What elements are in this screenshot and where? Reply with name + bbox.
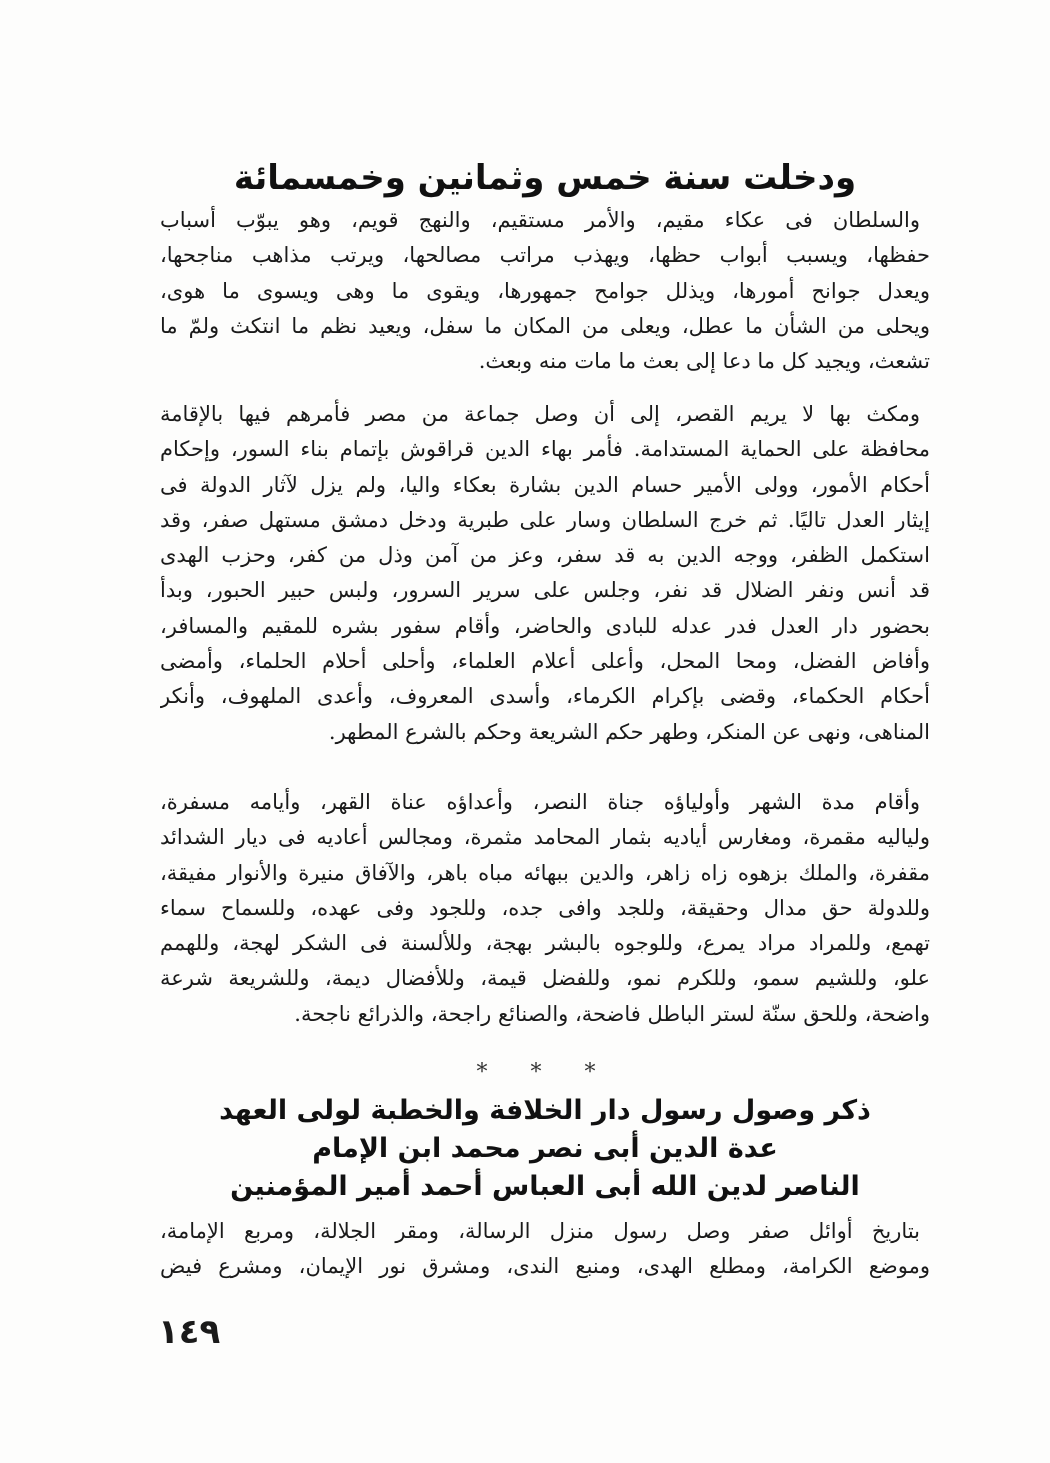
paragraph-3 <box>160 785 930 1032</box>
text-line: المناهى، ونهى عن المنكر، وطهر حكم الشريعة وحكم بالشرع المطهر. <box>328 719 930 744</box>
text-line: ويحلى من الشأن ما عطل، ويعلى من المكان ما سفل، ويعيد نظم ما انتكث ولمّ ما <box>160 313 930 338</box>
text-line: وأقام مدة الشهر وأولياؤه جناة النصر، وأعداؤه عناة القهر، وأيامه مسفرة، <box>160 790 920 814</box>
section-heading <box>160 1092 930 1206</box>
text-line: مقفرة، والملك بزهوه زاه زاهر، والدين ببهائه مباه باهر، والآفاق منيرة والأنوار مفيقة، <box>160 860 930 885</box>
section-heading-line: الناصر لدين الله أبى العباس أحمد أمير المؤمنين <box>230 1171 860 1202</box>
text-line: أحكام الحكماء، وقضى بإكرام الكرماء، وأسدى المعروف، وأعدى الملهوف، وأنكر <box>160 684 930 709</box>
text-line: والسلطان فى عكاء مقيم، والأمر مستقيم، والنهج قويم، وهو يبوّب أسباب <box>160 208 920 232</box>
text-line: واضحة، وللحق سنّة لستر الباطل فاضحة، والصنائع راجحة، والذرائع ناجحة. <box>294 1001 930 1026</box>
text-line: إيثار العدل تاليًا. ثم خرج السلطان وسار على طبرية ودخل دمشق مستهل صفر، وقد <box>160 507 930 532</box>
text-line: قد أنس ونفر الضلال قد نفر، وجلس على سرير السرور، ولبس حبير الحبور، وبدأ <box>160 578 930 603</box>
page-number: ١٤٩ <box>158 1312 221 1352</box>
text-line: أحكام الأمور، وولى الأمير حسام الدين بشارة بعكاء واليا، ولم يزل لآثار الدولة فى <box>160 472 930 497</box>
section-separator: * * * <box>476 1060 614 1085</box>
text-line: ولياليه مقمرة، ومغارس أياديه بثمار المحامد مثمرة، ومجالس أعاديه فى ديار الشدائد <box>160 825 930 850</box>
paragraph-2 <box>160 397 930 750</box>
text-line: بحضور دار العدل فدر عدله للبادى والحاضر، وأقام سفور بشره للمقيم والمسافر، <box>160 613 930 638</box>
paragraph-1 <box>160 203 930 379</box>
text-line: وموضع الكرامة، ومطلع الهدى، ومنبع الندى، ومشرق نور الإيمان، ومشرع فيض <box>160 1254 930 1279</box>
paragraph-4 <box>160 1214 930 1285</box>
page-title: ودخلت سنة خمس وثمانين وخمسمائة <box>233 158 857 198</box>
text-line: تهمع، وللمراد مراد يمرع، وللوجوه بالبشر بهجة، وللألسنة فى الشكر لهجة، وللهمم <box>160 931 930 956</box>
text-line: ومكث بها لا يريم القصر، إلى أن وصل جماعة من مصر فأمرهم فيها بالإقامة <box>160 402 920 426</box>
text-line: تشعث، ويجيد كل ما دعا إلى بعث ما مات منه وبعث. <box>478 349 930 374</box>
text-line: علو، وللشيم سمو، وللكرم نمو، وللفضل قيمة، وللأفضال ديمة، وللشريعة شرعة <box>160 966 930 991</box>
text-line: وللدولة حق مدال وحقيقة، وللجد وافى جده، وللجود وفى عهده، وللسماح سماء <box>160 895 930 920</box>
section-heading-line: عدة الدين أبى نصر محمد ابن الإمام <box>312 1133 778 1164</box>
section-heading-line: ذكر وصول رسول دار الخلافة والخطبة لولى العهد <box>219 1095 871 1126</box>
text-line: وأفاض الفضل، ومحا المحل، وأعلى أعلام العلماء، وأحلى أحلام الحلماء، وأمضى <box>160 649 930 674</box>
text-line: حفظها، ويسبب أبواب حظها، ويهذب مراتب مصالحها، ويرتب مذاهب مناجحها، <box>160 243 930 268</box>
text-line: بتاريخ أوائل صفر وصل رسول منزل الرسالة، ومقر الجلالة، ومربع الإمامة، <box>160 1219 920 1243</box>
text-line: استكمل الظفر، ووجه الدين به قد سفر، وعز من آمن وذل من كفر، وحزب الهدى <box>160 543 930 568</box>
text-line: محافظة على الحماية المستدامة. فأمر بهاء الدين قراقوش بإتمام بناء السور، وإحكام <box>160 437 930 462</box>
text-line: ويعدل جوانح أمورها، ويذلل جوامح جمهورها، ويقوى ما وهى ويسوى ما هوى، <box>160 278 930 303</box>
